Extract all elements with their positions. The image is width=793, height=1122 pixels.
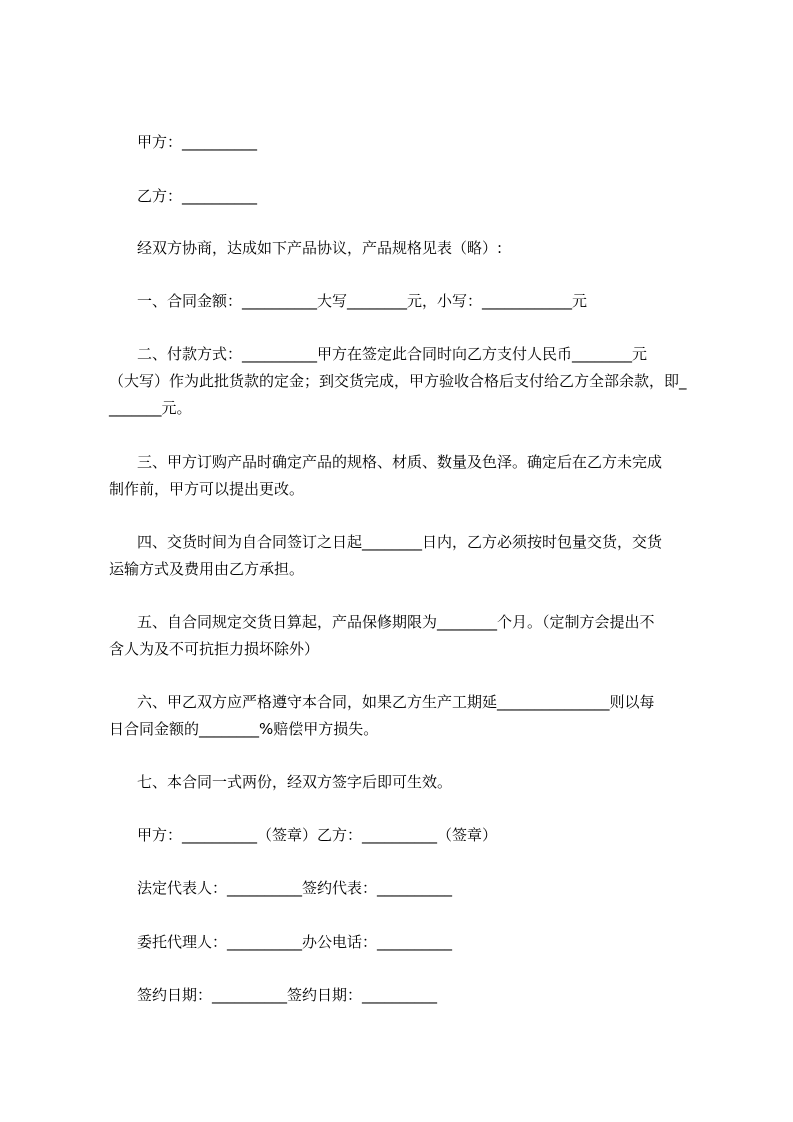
clause-4-line-2: 运输方式及费用由乙方承担。: [109, 560, 305, 578]
signature-representatives-line: 法定代表人：__________签约代表：__________: [137, 879, 453, 897]
clause-2-line-1: 二、付款方式：__________甲方在签定此合同时向乙方支付人民币________元: [137, 345, 648, 363]
clause-6-line-1: 六、甲乙双方应严格遵守本合同，如果乙方生产工期延_______________则以每: [137, 693, 655, 711]
clause-3-line-1: 三、甲方订购产品时确定产品的规格、材质、数量及色泽。确定后在乙方未完成: [137, 453, 663, 471]
signature-agents-line: 委托代理人：__________办公电话：__________: [137, 933, 453, 951]
clause-1-contract-amount: 一、合同金额：__________大写________元，小写：____________元: [137, 292, 588, 310]
clause-7-line: 七、本合同一式两份，经双方签字后即可生效。: [137, 773, 453, 791]
signature-parties-line: 甲方：__________（签章）乙方：__________（签章）: [137, 826, 498, 844]
clause-5-line-2: 含人为及不可抗拒力损坏除外）: [109, 640, 320, 658]
party-b-line: 乙方：__________: [137, 187, 258, 205]
intro-line: 经双方协商，达成如下产品协议，产品规格见表（略）:: [137, 239, 503, 257]
clause-2-line-3: _______元。: [109, 399, 192, 417]
clause-5-line-1: 五、自合同规定交货日算起，产品保修期限为________个月。（定制方会提出不: [137, 613, 655, 631]
party-a-line: 甲方：__________: [137, 133, 258, 151]
clause-4-line-1: 四、交货时间为自合同签订之日起________日内，乙方必须按时包量交货，交货: [137, 533, 663, 551]
clause-3-line-2: 制作前，甲方可以提出更改。: [109, 480, 305, 498]
clause-6-line-2: 日合同金额的________%赔偿甲方损失。: [109, 720, 379, 738]
clause-2-line-2: （大写）作为此批货款的定金；到交货完成，甲方验收合格后支付给乙方全部余款，即_: [109, 372, 687, 390]
signature-dates-line: 签约日期：__________签约日期：__________: [137, 986, 438, 1004]
